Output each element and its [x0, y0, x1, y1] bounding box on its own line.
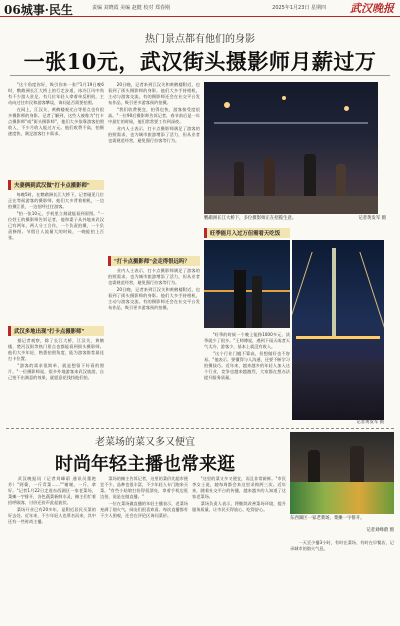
- photo4-credit: 记者刘峰蔚 摄: [366, 528, 394, 533]
- story2-col2-paragraph-1: 菜场的摊主告诉记者，这里的菜价比超市便宜不少，品种也很丰富，不少年轻人专门跑来买菜。"有些小姑娘打扮得很漂亮，拿着手机边逛边拍，说是在做直播。": [100, 476, 188, 500]
- story2-col1-paragraph-1: 武汉晚报讯（记者刘峰蔚 通讯员董艳芳）"阿婆，一斤青菜……""谢谢，一斤，拿好。"记者1月22日走进东西湖区一家老菜场，菜摊一字排开，各色蔬菜新鲜水灵，摊主们忙着招呼顾客，讨价还价声此起彼伏。: [8, 476, 96, 506]
- photo1-credit: 记者黄发军 摄: [358, 216, 386, 221]
- story1-col2-paragraph-2: "拍一张10元，手机里立刻就能看到原图。"一位姓王的摄影师告诉记者，他和妻子从外地来武汉已有两年，两人分工合作，一个负责拍摄，一个负责修图。节假日人流量大的时候，一晚能拍上百张。: [8, 210, 104, 241]
- story1-intro-paragraph-2: 在网上，江汉关、黄鹤楼观光台等景点也有很多摄影师的身影。记者了解到，这些人被称为"打卡点摄影师"或"街头摄影师"，他们大多依靠游客拍照收入，不少月收入能过万元。他们收费不高，拍摄速度快，满足游客打卡需求。: [8, 106, 104, 137]
- story1-col4-paragraph-5: 20日晚，记者来到江汉关和黄鹤楼附近，也看到了街头摄影师的身影。他们大多手持相机，主动与游客交流。有的摄影师还会在社交平台发布作品，吸引更多游客预约拍摄。: [108, 286, 200, 311]
- section-name: 06城事·民生: [4, 3, 73, 17]
- story1-intro-paragraph-1: "这个角度你好，吸引你来一张!"1月19日晚6时，鹦鹉洲长江大桥上的行走步道，冰冷江风中尚有不少游人驻足。有几位年轻人拿着单反相机，主动向过往市民和游客攀谈，询问是否需要拍照。: [8, 82, 104, 106]
- page-header: [0, 0, 400, 17]
- headline-divider: [10, 75, 390, 76]
- photo-vegetable-market: [290, 432, 394, 514]
- photo3-caption: 摄影师镜头中的夜景。（照片由受访者提供）: [295, 408, 381, 413]
- story1-subhead-3: "打卡点摄影师"会走得很远吗？: [108, 256, 200, 266]
- photo4-caption: 东西湖区一家老菜场，菜摊一字排开。: [290, 516, 365, 521]
- story2-column-2: [100, 476, 188, 622]
- story1-col2-paragraph-1: 每晚5时，在鹦鹉洲长江大桥下，记者碰见几位正在等候游客的摄影师。他们大多背着相机，一边拍摄江景，一边招呼过往游客。: [8, 192, 104, 210]
- story1-column-2: [8, 192, 104, 324]
- story1-column-5: [108, 268, 200, 424]
- story2-col1-paragraph-2: 菜场开业已有20多年，是附近居民买菜的好去处。近年来，不少年轻人也慕名而来，其中还有一些时尚主播。: [8, 506, 96, 525]
- story2-headline: 时尚年轻主播也常来逛: [55, 454, 235, 475]
- photo3-credit: 记者黄发军 摄: [356, 420, 384, 425]
- story2-col3-paragraph-1: "这里的菜又多又便宜，而且非常新鲜。"市民李女士说，她每周都会来这里采购两三次。近年来，随着社交平台的传播，越来越多的人知道了这家老菜场。: [192, 476, 286, 500]
- story1-intro-column: [8, 82, 104, 178]
- story1-col5-paragraph-2: "这个行业门槛不算高，但想做好也不容易。"他表示，要懂得与人沟通，还要不断学习拍摄技巧。近年来，越来越多的年轻人加入这个行业，竞争也越来越激烈，大家都在想办法提升服务质量。: [204, 350, 290, 381]
- story1-subhead-1: 夫妻俩到武汉做"打卡点摄影师": [8, 180, 104, 190]
- story2-column-1: [8, 476, 96, 622]
- story1-col4-paragraph-3: 业内人士表示，打卡点摄影师满足了游客的拍照需求，也为城市旅游增添了活力，但从业者也需规范经营，避免强行拉客等行为。: [108, 125, 200, 143]
- story1-kicker: 热门景点都有他们的身影: [145, 34, 255, 45]
- story2-side-paragraph-1: 一天至少播3小时，有时在菜场、有时在早餐店，记录城市的烟火气息。: [290, 540, 394, 552]
- story1-subhead-4: 旺季能月入过万但需看天吃饭: [204, 228, 290, 238]
- story1-headline: 一张10元，武汉街头摄影师月薪过万: [23, 49, 377, 74]
- story1-column-6: [204, 332, 290, 424]
- story1-column-3: [8, 338, 104, 424]
- story2-col3-paragraph-2: 菜场负责人表示，将继续改善菜场环境，提升服务质量，让市民买得放心、吃得舒心。: [192, 500, 286, 512]
- issue-date: 2025年1月23日 星期四: [272, 5, 326, 11]
- photo-bridge-night: [292, 240, 384, 420]
- story2-kicker: 老菜场的菜又多又便宜: [95, 437, 195, 448]
- photo-bridge-people: [204, 240, 290, 328]
- story2-side-column: [290, 540, 394, 620]
- story2-col2-paragraph-2: 一位在菜场做直播的年轻主播表示，老菜场充满了烟火气，网友们很喜欢看。每次直播都有不少人围观，还会在评论区询问菜价。: [100, 500, 188, 519]
- story-separator: [6, 428, 394, 429]
- story1-col5-paragraph-1: "旺季的时候一个晚上能挣1000多元，淡季就少了很多。"王师傅说，遇到下雨天或者天气太冷，游客少，基本上就没有收入。: [204, 332, 290, 350]
- story1-col4-paragraph-1: 20日晚，记者来到江汉关和黄鹤楼附近，也看到了街头摄影师的身影。他们大多手持相机，主动与游客交流。有的摄影师还会在社交平台发布作品，吸引更多游客预约拍摄。: [108, 82, 200, 106]
- newspaper-logo: 武汉晚报: [350, 2, 394, 15]
- story2-column-3: [192, 476, 286, 622]
- story1-subhead-2: 武汉多地出现"打卡点摄影师": [8, 326, 104, 336]
- photo1-caption: 鹦鹉洲长江大桥下，多位摄影师正在招揽生意。: [204, 216, 297, 221]
- story1-column-4: [108, 82, 200, 254]
- photo-night-square: [204, 82, 378, 214]
- story1-col4-paragraph-2: "我们收费便宜，拍得也快，游客接受度很高。"一位90后摄影师告诉记者，春节前后是一年中最忙的时候，他们常常要工作到深夜。: [108, 106, 200, 125]
- story1-col4-paragraph-4: 业内人士表示，打卡点摄影师满足了游客的拍照需求，也为城市旅游增添了活力，但从业者也需规范经营，避免强行拉客等行为。: [108, 268, 200, 286]
- story1-col3-paragraph-2: "游客的需求很简单，就是想留下好看的照片。"一位摄影师说，很多外地游客来武汉旅游，自己拍不出满意的效果，就愿意花钱找他们拍。: [8, 362, 104, 381]
- story1-col3-paragraph-1: 据记者观察，除了长江大桥，江汉关、黄鹤楼、楚河汉街等热门景点也都能看到街头摄影师。他们大多年轻，熟悉拍照角度，能为游客推荐最佳打卡位置。: [8, 338, 104, 362]
- editor-credits: 责编 刘晓霞 美编 赵健 校对 郑春刚: [92, 5, 170, 11]
